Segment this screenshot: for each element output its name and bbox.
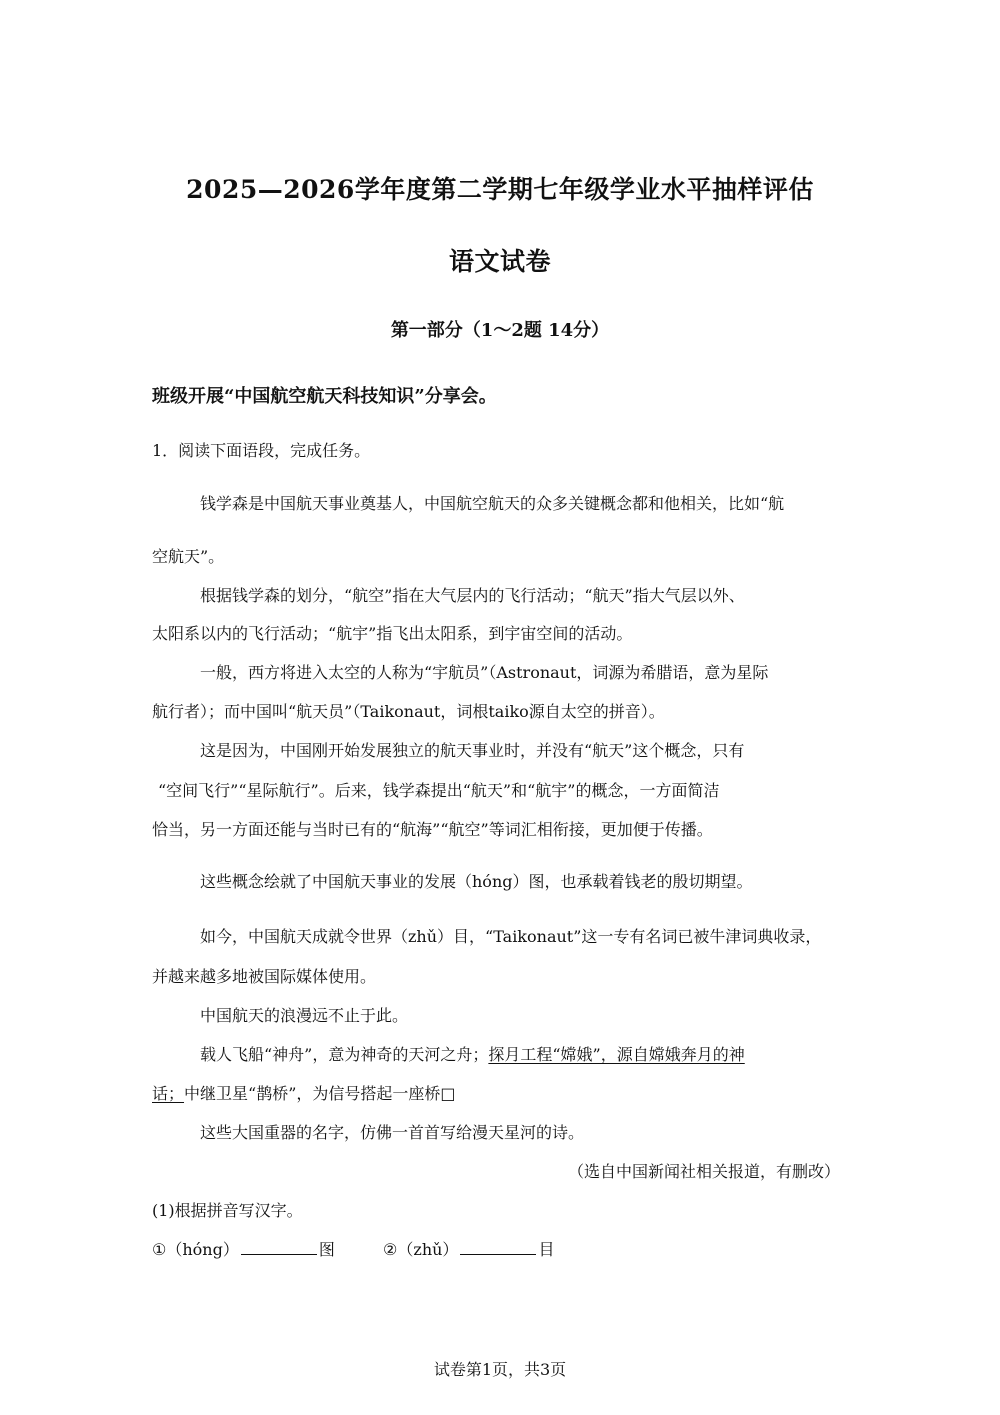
exam-subtitle: 语文试卷	[448, 247, 551, 276]
question-stem: 1．阅读下面语段，完成任务。	[152, 441, 371, 460]
item-suffix: 目	[538, 1240, 555, 1259]
page-footer: 试卷第1页，共3页	[433, 1360, 567, 1379]
passage-segment: 载人飞船“神舟”，意为神奇的天河之舟；	[200, 1045, 489, 1064]
passage-line	[200, 1042, 745, 1065]
passage-line: 如今，中国航天成就令世界（zhǔ）目，“Taikonaut”这一专有名词已被牛津词典收录，	[200, 927, 822, 946]
part-title: 第一部分（1～2题 14分）	[390, 320, 610, 341]
passage-line: 钱学森是中国航天事业奠基人，中国航空航天的众多关键概念都和他相关，比如“航	[200, 494, 785, 513]
passage-line: 一般，西方将进入太空的人称为“宇航员”（Astronaut，词源为希腊语，意为星际	[200, 663, 769, 682]
passage-line: 中国航天的浪漫远不止于此。	[200, 1006, 409, 1025]
passage-line: “空间飞行”“星际航行”。后来，钱学森提出“航天”和“航宇”的概念，一方面简洁	[158, 781, 720, 800]
passage-segment: 中继卫星“鹊桥”，为信号搭起一座桥□	[184, 1084, 456, 1103]
passage-line	[152, 1081, 456, 1104]
item-label: ①（hóng）	[152, 1240, 239, 1259]
passage-line: 这些大国重器的名字，仿佛一首首写给漫天星河的诗。	[200, 1123, 585, 1142]
subquestion-prompt: (1)根据拼音写汉字。	[152, 1201, 303, 1220]
passage-line: 这些概念绘就了中国航天事业的发展（hóng）图，也承载着钱老的殷切期望。	[200, 872, 753, 891]
item-suffix: 图	[318, 1240, 335, 1259]
passage-line: 太阳系以内的飞行活动；“航宇”指飞出太阳系，到宇宙空间的活动。	[152, 624, 633, 643]
underlined-segment: 探月工程“嫦娥”，源自嫦娥奔月的神	[488, 1045, 745, 1064]
passage-line: 并越来越多地被国际媒体使用。	[152, 967, 377, 986]
passage-source: （选自中国新闻社相关报道，有删改）	[567, 1162, 840, 1181]
passage-line: 航行者）；而中国叫“航天员”（Taikonaut，词根taiko源自太空的拼音）。	[152, 702, 665, 721]
exam-title: 2025—2026学年度第二学期七年级学业水平抽样评估	[186, 175, 814, 204]
passage-line: 空航天”。	[152, 547, 225, 566]
answer-blank[interactable]	[241, 1240, 317, 1255]
fill-in-row	[152, 1237, 554, 1260]
passage-line: 恰当，另一方面还能与当时已有的“航海”“航空”等词汇相衔接，更加便于传播。	[152, 820, 713, 839]
answer-blank[interactable]	[460, 1240, 536, 1255]
section-title: 班级开展“中国航空航天科技知识”分享会。	[152, 386, 497, 407]
passage-line: 这是因为，中国刚开始发展独立的航天事业时，并没有“航天”这个概念，只有	[200, 741, 745, 760]
passage-line: 根据钱学森的划分，“航空”指在大气层内的飞行活动；“航天”指大气层以外、	[200, 586, 745, 605]
item-label: ②（zhǔ）	[383, 1240, 459, 1259]
underlined-segment: 话；	[152, 1084, 185, 1103]
